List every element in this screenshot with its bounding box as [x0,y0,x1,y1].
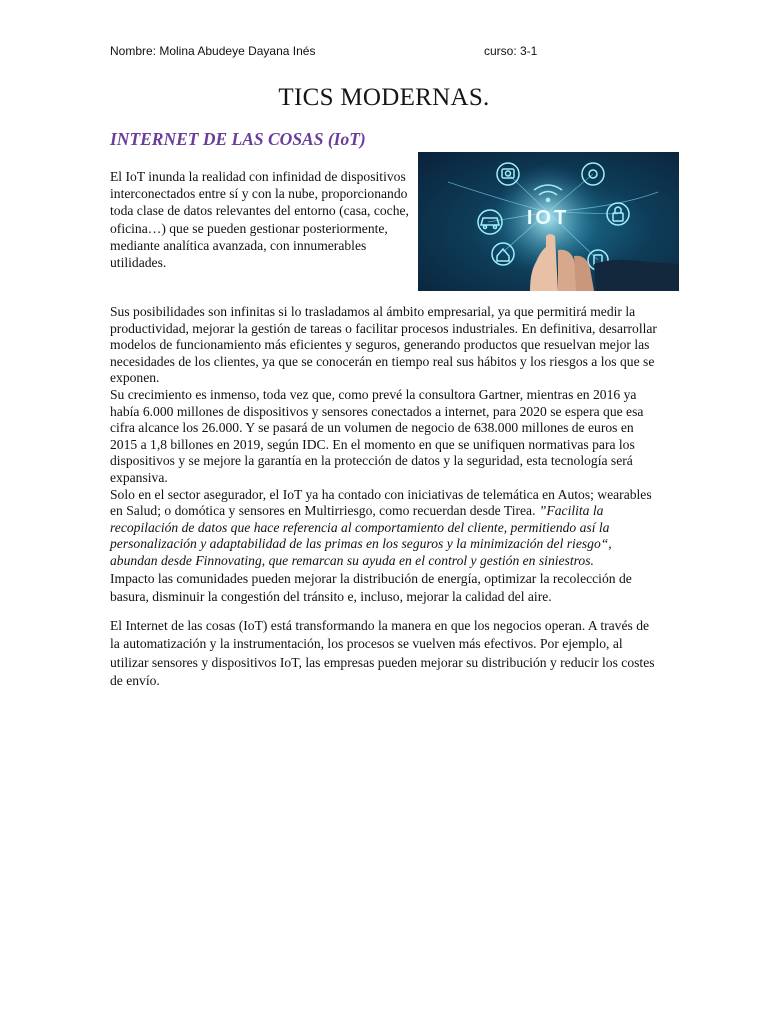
paragraph-insurance [110,487,660,570]
paragraph-impact: Impacto las comunidades pueden mejorar la distribución de energía, optimizar la recolección de basura, disminuir la congestión del tránsito e, incluso, mejorar la calidad del aire. [110,570,632,605]
paragraph-transformation: El Internet de las cosas (IoT) está transformando la manera en que los negocios operan. A través de la automatización y la instrumentación, los procesos se vuelven más efectivos. Por ejemplo, al utilizar sensores y dispositivos IoT, las empresas pueden mejorar su distribución y reducir los costes de envío. [110,617,655,689]
section-heading: INTERNET DE LAS COSAS (IoT) [110,129,366,149]
iot-illustration-graphic [418,152,679,291]
paragraph-growth: Su crecimiento es inmenso, toda vez que, como prevé la consultora Gartner, mientras en 2016 ya había 6.000 millones de dispositivos y sensores conectados a internet, para 2020 se espera que esa cifra alcance los 26.000. Y se pasará de un volumen de negocio de 638.000 millones de euros en 2015 a 1,8 billones en 2019, según IDC. En el momento en que se unifiquen normativas para los dispositivos y se mejore la garantía en la protección de datos y la seguridad, esta tecnología será expansiva. [110,386,644,485]
course-label: curso: 3-1 [484,44,538,58]
finnovating-quote: ”Facilita la recopilación de datos que hace referencia al comportamiento del cliente, permitiendo así la personalización y adaptabilidad de las primas en los seguros y la minimización del riesgo“, abundan desde Finnovating, que remarcan su ayuda en el control y gestión en siniestros. [110,503,612,568]
document-title: TICS MODERNAS. [278,84,490,111]
paragraph-insurance-text: Solo en el sector asegurador, el IoT ya ha contado con iniciativas de telemática en Autos; wearables en Salud; o domótica y sensores en Multirriesgo, como recuerdan desde Tirea. [110,486,652,519]
hand-graphic [530,234,679,291]
student-name: Nombre: Molina Abudeye Dayana Inés [110,44,316,58]
iot-illustration [418,152,679,291]
iot-label: IOT [526,207,570,229]
intro-paragraph: El IoT inunda la realidad con infinidad de dispositivos interconectados entre sí y con la nube, proporcionando toda clase de datos relevantes del entorno (casa, coche, oficina…) que se pueden gestionar posteriormente, mediante analítica avanzada, con innumerables utilidades. [110,169,409,271]
document-body [110,304,660,691]
paragraph-business: Sus posibilidades son infinitas si lo trasladamos al ámbito empresarial, ya que permitirá medir la productividad, mejorar la gestión de tareas o facilitar procesos industriales. En definitiva, desarrollar modelos de funcionamiento más eficientes y seguros, generando productos que resuelvan mejor las necesidades de los clientes, ya que se conocerán en tiempo real sus hábitos y los riesgos a los que se exponen. [110,304,657,386]
